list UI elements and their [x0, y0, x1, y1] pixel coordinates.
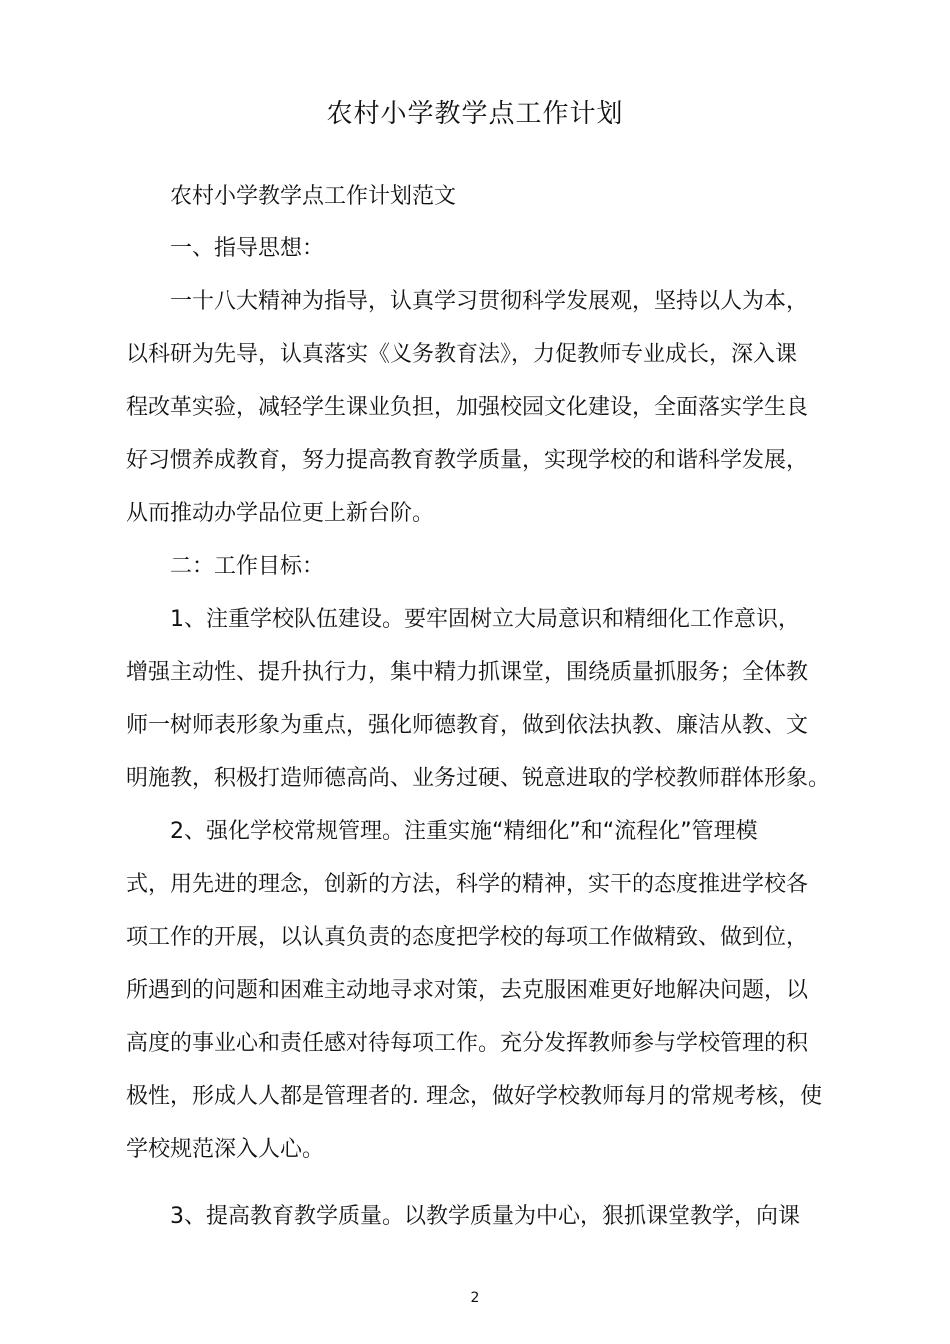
- paragraph-line: 项工作的开展，以认真负责的态度把学校的每项工作做精致、做到位，: [126, 925, 809, 950]
- paragraph-line: 从而推动办学品位更上新台阶。: [126, 501, 435, 526]
- paragraph-line: 程改革实验，减轻学生课业负担，加强校园文化建设，全面落实学生良: [126, 395, 809, 420]
- subtitle-line: 农村小学教学点工作计划范文: [170, 184, 457, 209]
- section-heading-work-goals: 二：工作目标：: [170, 554, 325, 579]
- paragraph-line: 明施教，积极打造师德高尚、业务过硬、锐意进取的学校教师群体形象。: [126, 766, 831, 791]
- paragraph-line: 极性，形成人人都是管理者的. 理念，做好学校教师每月的常规考核，使: [126, 1084, 822, 1109]
- document-title: 农村小学教学点工作计划: [326, 99, 624, 129]
- section-heading-guiding-thought: 一、指导思想：: [170, 236, 325, 261]
- paragraph-line: 增强主动性、提升执行力，集中精力抓课堂，围绕质量抓服务；全体教: [126, 660, 809, 685]
- paragraph-line: 高度的事业心和责任感对待每项工作。充分发挥教师参与学校管理的积: [126, 1031, 809, 1056]
- page-number: 2: [470, 1290, 480, 1306]
- paragraph-line: 以科研为先导，认真落实《义务教育法》，力促教师专业成长，深入课: [126, 342, 798, 367]
- paragraph-line: 式，用先进的理念，创新的方法，科学的精神，实干的态度推进学校各: [126, 872, 809, 897]
- paragraph-line: 师一树师表形象为重点，强化师德教育，做到依法执教、廉洁从教、文: [126, 713, 809, 738]
- paragraph-line: 好习惯养成教育，努力提高教育教学质量，实现学校的和谐科学发展，: [126, 448, 809, 473]
- paragraph-line: 所遇到的问题和困难主动地寻求对策，去克服困难更好地解决问题，以: [126, 978, 809, 1003]
- paragraph-line: 2、强化学校常规管理。注重实施“精细化”和“流程化”管理模: [170, 819, 758, 844]
- paragraph-line: 学校规范深入人心。: [126, 1137, 325, 1162]
- paragraph-line: 3、提高教育教学质量。以教学质量为中心，狠抓课堂教学，向课: [170, 1204, 800, 1229]
- paragraph-line: 一十八大精神为指导，认真学习贯彻科学发展观，坚持以人为本，: [170, 289, 809, 314]
- paragraph-line: 1、注重学校队伍建设。要牢固树立大局意识和精细化工作意识，: [170, 607, 800, 632]
